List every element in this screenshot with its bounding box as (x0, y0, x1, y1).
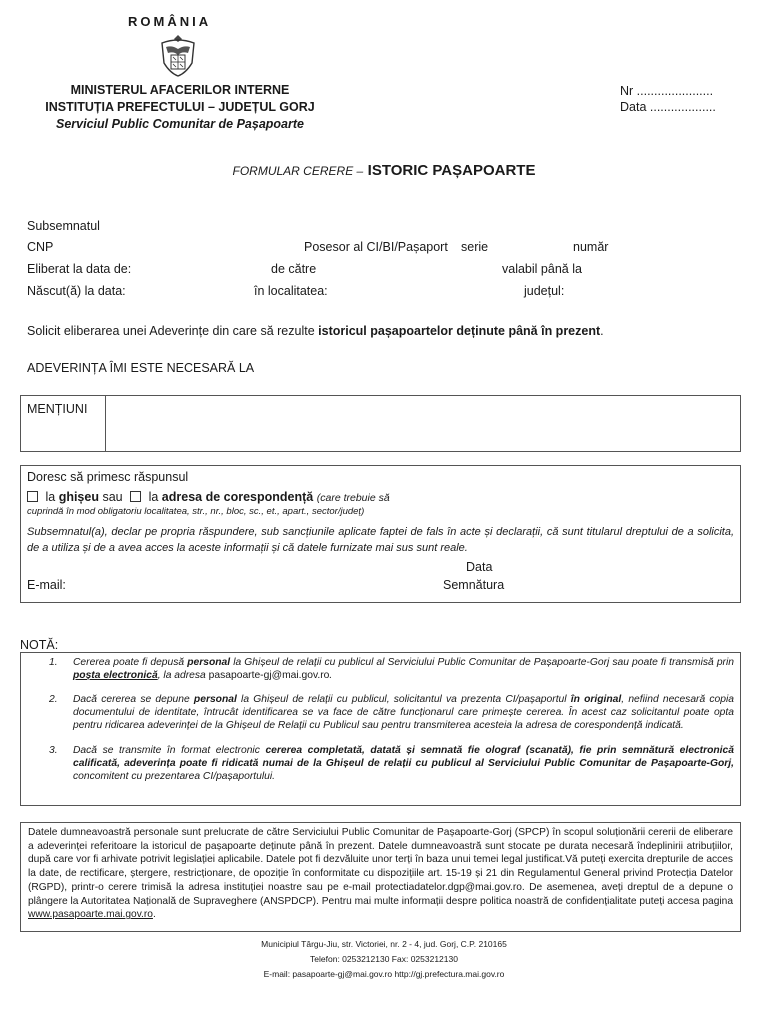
mentiuni-divider (105, 396, 106, 451)
field-judetul: județul: (524, 284, 565, 298)
country-name: ROMÂNIA (128, 14, 212, 29)
nota-item: 2. Dacă cererea se depune personal la Ghișeul de relații cu publicul, solicitantul va prezenta CI/pașaportul în original, nefiind necesară copia documentului de identitate, întrucât identificarea se va face de către funcționarul care primește cererea. În acest caz solicitantul poate opta pentru ridicarea adeverinței de la Ghișeul de Relații cu Publicul sau pentru transmiterea acesteia la adresa de corespondență indicată. (49, 694, 735, 731)
form-title (0, 162, 768, 180)
privacy-link[interactable]: www.pasapoarte.mai.gov.ro (28, 909, 153, 921)
declaration-text: Subsemnatul(a), declar pe propria răspundere, sub sancțiunile aplicate faptei de fals în acte și declarații, că sunt titularul dreptului de a solicita, de a utiliza și de a avea acces la aceste informații și că datele furnizate mai sus sunt reale. (27, 526, 734, 554)
doresc-label: Doresc să primesc răspunsul (27, 470, 189, 484)
ministry-name: MINISTERUL AFACERILOR INTERNE (70, 83, 290, 97)
request-sentence: Solicit eliberarea unei Adeverințe din care să rezulte istoricul pașapoartelor deținute până în prezent. (27, 324, 604, 338)
ghiseu-checkbox[interactable] (27, 491, 38, 502)
privacy-text: Datele dumneavoastră personale sunt prelucrate de către Serviciului Public Comunitar de Pașapoarte-Gorj (SPCP) în scopul soluționării cererii de eliberare a adeverinței referitoare la istoricul de pașapoarte deținute până în prezent. Datele dumneavoastră sunt stocate pe durata necesară îndeplinirii atribuțiilor, după care vor fi arhivate potrivit legislației aplicabile. Datele pot fi dezvăluite unor terți în baza unui temei legal justificat.Vă puteți exercita drepturile de acces la date, de rectificare, ștergere, restricționare, de opoziție în conformitate cu dispozițiile art. 15-19 și 21 din Regulamentul General privind Protecția Datelor (RGPD), printr-o cerere trimisă la adresa instituției noastre sau pe e-mail protectiadatelor.dgp@mai.gov.ro. De asemenea, aveți dreptul de a depune o plângere la Autoritatea Națională de Supraveghere (ANSPDCP). Pentru mai multe informații despre politica noastră de confidențialitate puteți accesa pagina www.pasapoarte.mai.gov.ro. (28, 827, 733, 921)
privacy-box (20, 822, 741, 932)
footer-phone: Telefon: 0253212130 Fax: 0253212130 (310, 954, 458, 964)
field-subsemnatul: Subsemnatul (27, 219, 100, 233)
form-title-prefix: FORMULAR CERERE – (232, 164, 364, 178)
field-cnp: CNP (27, 240, 54, 254)
adresa-checkbox[interactable] (130, 491, 141, 502)
nota-item: 1. Cererea poate fi depusă personal la Ghișeul de relații cu publicul al Serviciului Public Comunitar de Pașapoarte-Gorj sau poate fi transmisă prin poșta electronică, la adresa pasapoarte-gj@mai.gov.ro. (49, 657, 734, 681)
mentiuni-box[interactable] (20, 395, 741, 452)
field-posesor: Posesor al CI/BI/Pașaport (304, 240, 448, 254)
nota-item: 3. Dacă se transmite în format electronic cererea completată, datată și semnată fie olograf (scanată), fie prin semnătură electronică calificată, adeverința poate fi ridicată numai de la Ghișeul de relații cu publicul al Serviciului Public Comunitar de Pașapoarte-Gorj, concomitent cu prezentarea CI/pașaportului. (49, 745, 734, 782)
registration-date: Data ................... (620, 100, 716, 114)
coat-of-arms-icon (158, 33, 198, 77)
footer-address: Municipiul Târgu-Jiu, str. Victoriei, nr. 2 - 4, jud. Gorj, C.P. 210165 (261, 939, 507, 949)
data-label: Data (466, 560, 493, 574)
field-nascut: Născut(ă) la data: (27, 284, 126, 298)
mentiuni-label: MENȚIUNI (27, 402, 88, 416)
nota-box (20, 652, 741, 806)
necesara-label: ADEVERINȚA ÎMI ESTE NECESARĂ LA (27, 361, 255, 375)
institution-name: INSTITUȚIA PREFECTULUI – JUDEȚUL GORJ (45, 100, 315, 114)
field-numar: număr (573, 240, 609, 254)
semnatura-label: Semnătura (443, 578, 505, 592)
field-serie: serie (461, 240, 489, 254)
registration-number: Nr ...................... (620, 84, 714, 98)
form-title-main: ISTORIC PAȘAPOARTE (367, 162, 536, 179)
response-box (20, 465, 741, 603)
address-requirement-note: cuprindă în mod obligatoriu localitatea, str., nr., bloc, sc., et., apart., sector/județ) (27, 506, 365, 517)
response-options: la ghișeu sau la adresa de corespondență (care trebuie să (23, 490, 390, 504)
field-localitatea: în localitatea: (254, 284, 328, 298)
field-valabil: valabil până la (502, 262, 582, 276)
nota-title: NOTĂ: (20, 638, 59, 652)
footer-email: E-mail: pasapoarte-gj@mai.gov.ro http://gj.prefectura.mai.gov.ro (263, 969, 505, 979)
field-eliberat: Eliberat la data de: (27, 262, 132, 276)
service-name: Serviciul Public Comunitar de Pașapoarte (56, 117, 304, 131)
email-label: E-mail: (27, 578, 66, 592)
field-de-catre: de către (271, 262, 317, 276)
